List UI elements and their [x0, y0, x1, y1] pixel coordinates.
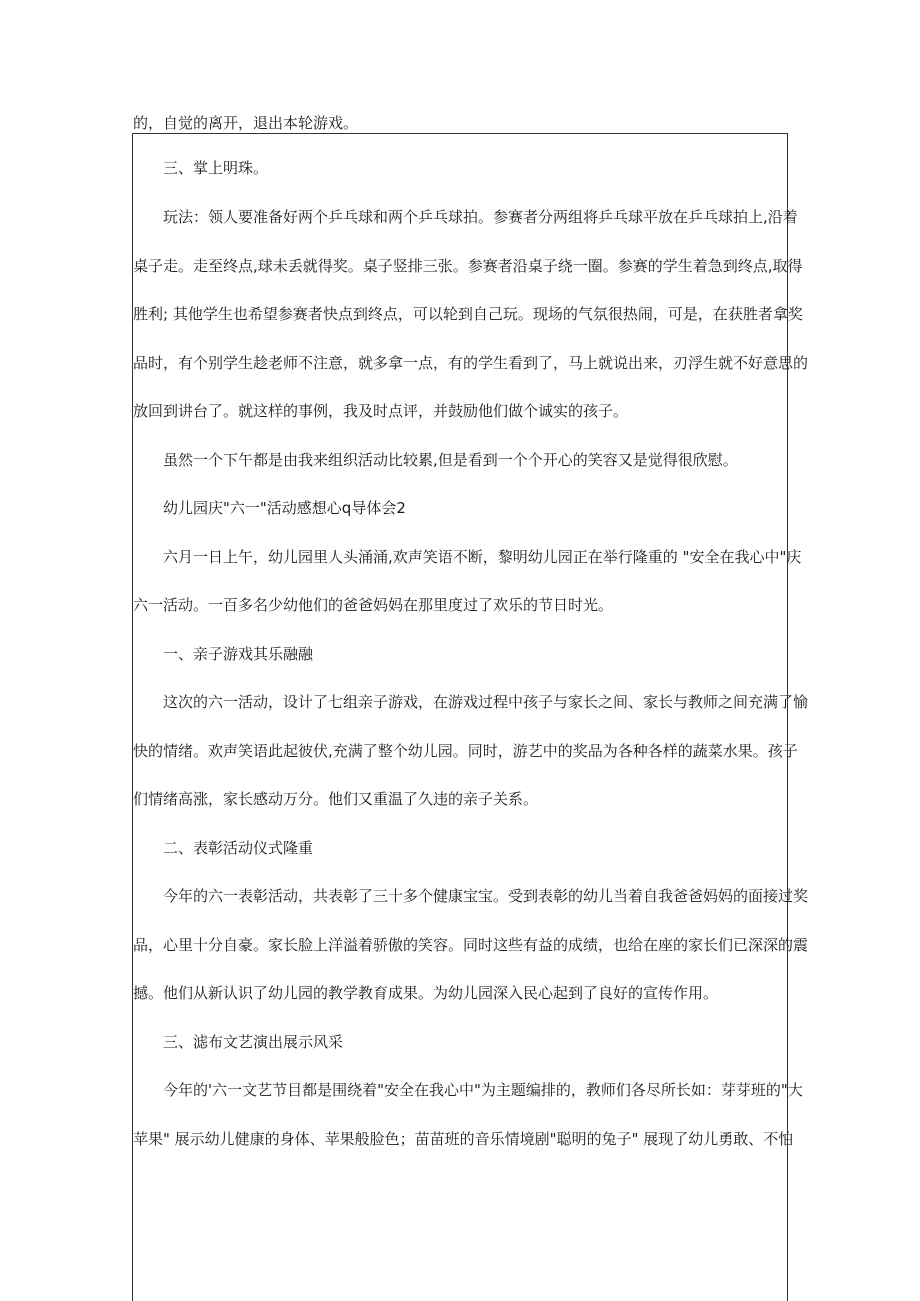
body-line: 品时，有个别学生趁老师不注意，就多拿一点，有的学生看到了，马上就说出来，刃浮生就不好意思的 — [133, 354, 809, 372]
body-line: 这次的六一活动，设计了七组亲子游戏，在游戏过程中孩子与家长之间、家长与教师之间充满了愉 — [163, 693, 809, 711]
body-line: 们情绪高涨，家长感动万分。他们又重温了久违的亲子关系。 — [133, 790, 539, 808]
section-heading: 一、亲子游戏其乐融融 — [163, 645, 314, 663]
body-line: 今年的'六一文艺节目都是围绕着"安全在我心中"为主题编排的，教师们各尽所长如：芽芽班的"大 — [163, 1081, 803, 1099]
body-line: 玩法：领人要准备好两个乒乓球和两个乒乓球拍。参赛者分两组将乒乓球平放在乒乓球拍上,沿着 — [163, 208, 798, 226]
body-line: 撼。他们从新认识了幼儿园的教学教育成果。为幼儿园深入民心起到了良好的宣传作用。 — [133, 984, 719, 1002]
section-heading: 二、表彰活动仪式隆重 — [163, 839, 314, 857]
body-line: 虽然一个下午都是由我来组织活动比较累,但是看到一个个开心的笑容又是觉得很欣慰。 — [163, 451, 738, 469]
paragraph-tail-line: 的，自觉的离开，退出本轮游戏。 — [133, 114, 359, 132]
section-heading: 三、掌上明珠。 — [163, 159, 269, 177]
body-line: 六一活动。一百多名少幼他们的爸爸妈妈在那里度过了欢乐的节日时光。 — [133, 596, 614, 614]
body-line: 胜利; 其他学生也希望参赛者快点到终点，可以轮到自己玩。现场的气氛很热闹，可是，在获胜者拿奖 — [133, 305, 803, 323]
body-line: 放回到讲台了。就这样的事例，我及时点评，并鼓励他们做个诚实的孩子。 — [133, 402, 629, 420]
body-line: 六月一日上午，幼儿园里人头涌涌,欢声笑语不断，黎明幼儿园正在举行隆重的 "安全在我心中"庆 — [163, 548, 802, 566]
body-line: 桌子走。走至终点,球未丢就得奖。桌子竖排三张。参赛者沿桌子绕一圈。参赛的学生着急到终点,取得 — [133, 257, 803, 275]
article-title: 幼儿园庆"六一"活动感想心q导体会2 — [163, 499, 406, 517]
body-line: 今年的六一表彰活动，共表彰了三十多个健康宝宝。受到表彰的幼儿当着自我爸爸妈妈的面接过奖 — [163, 887, 809, 905]
body-line: 快的情绪。欢声笑语此起彼伏,充满了整个幼儿园。同时，游艺中的奖品为各种各样的蔬菜水果。孩子 — [133, 742, 798, 760]
body-line: 苹果" 展示幼儿健康的身体、苹果般脸色；苗苗班的音乐情境剧"聪明的兔子" 展现了幼儿勇敢、不怕 — [133, 1130, 794, 1148]
section-heading: 三、滤布文艺演出展示风采 — [163, 1033, 344, 1051]
body-line: 品，心里十分自豪。家长脸上洋溢着骄傲的笑容。同时这些有益的成绩，也给在座的家长们已深深的震 — [133, 936, 809, 954]
